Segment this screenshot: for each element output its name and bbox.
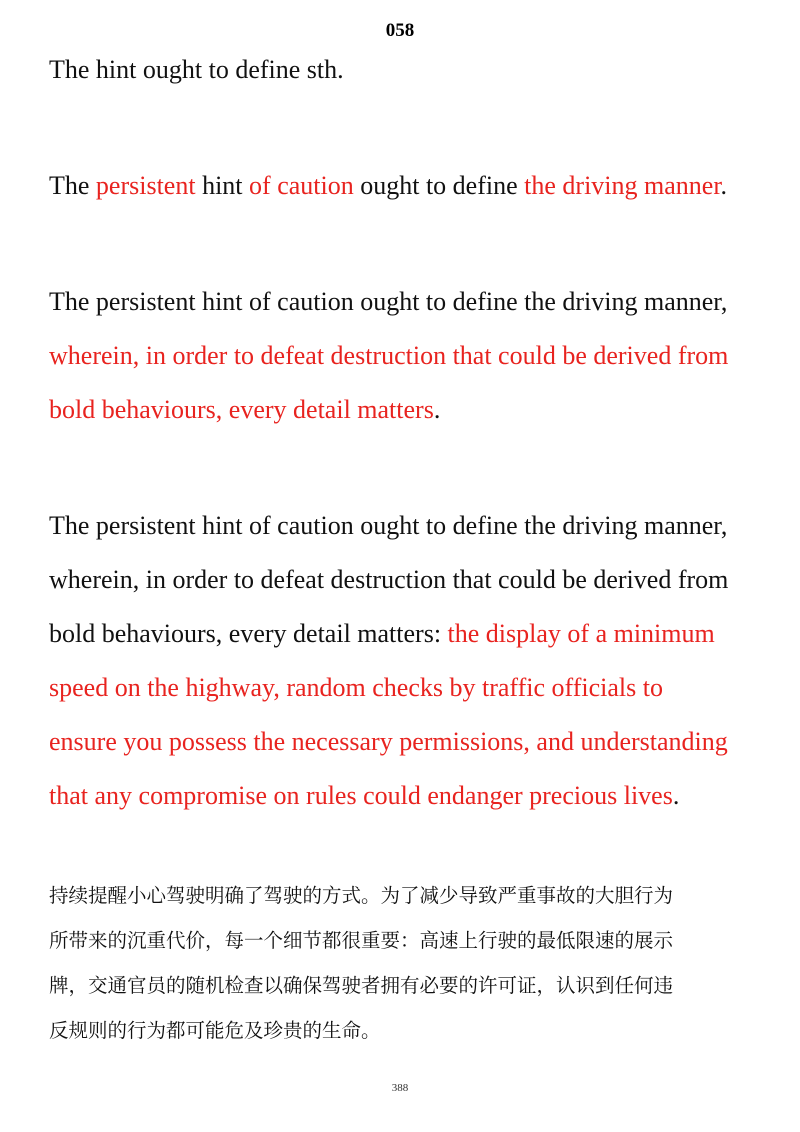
chinese-translation — [49, 873, 759, 1053]
page-number-bottom: 388 — [391, 1082, 409, 1094]
english-block-3 — [49, 275, 759, 437]
plain-text: wherein, in order to defeat destruction that could be derived from — [49, 565, 729, 594]
page-number-top: 058 — [385, 20, 415, 41]
plain-text: . — [433, 395, 441, 424]
text-line — [49, 553, 759, 607]
text-line — [49, 661, 759, 715]
text-line — [49, 329, 759, 383]
plain-text: The persistent hint of caution ought to define the driving manner, — [49, 287, 728, 316]
translation-line: 牌，交通官员的随机检查以确保驾驶者拥有必要的许可证，认识到任何违 — [49, 974, 674, 997]
text-line — [49, 499, 759, 553]
english-block-2 — [49, 159, 759, 213]
text-line — [49, 383, 759, 437]
plain-text: The persistent hint of caution ought to define the driving manner, — [49, 511, 728, 540]
highlighted-text: the display of a minimum — [447, 619, 715, 648]
highlighted-text: bold behaviours, every detail matters — [49, 395, 434, 424]
english-block-4 — [49, 499, 759, 823]
text-line — [49, 275, 759, 329]
highlighted-text: persistent — [95, 171, 196, 200]
text-line — [49, 769, 759, 823]
text-line — [49, 159, 759, 213]
highlighted-text: wherein, in order to defeat destruction that could be derived from — [49, 341, 729, 370]
plain-text: . — [720, 171, 728, 200]
translation-line: 所带来的沉重代价，每一个细节都很重要：高速上行驶的最低限速的展示 — [49, 929, 674, 952]
english-block-1 — [49, 43, 759, 97]
highlighted-text: that any compromise on rules could endanger precious lives — [49, 781, 673, 810]
highlighted-text: ensure you possess the necessary permissions, and understanding — [49, 727, 728, 756]
text-line — [49, 715, 759, 769]
plain-text: hint — [195, 171, 250, 200]
translation-line: 持续提醒小心驾驶明确了驾驶的方式。为了减少导致严重事故的大胆行为 — [49, 884, 674, 907]
plain-text: The — [49, 171, 96, 200]
plain-text: bold behaviours, every detail matters: — [49, 619, 448, 648]
text-line — [49, 43, 759, 97]
plain-text: . — [672, 781, 680, 810]
highlighted-text: of caution — [249, 171, 354, 200]
highlighted-text: the driving manner — [524, 171, 721, 200]
highlighted-text: speed on the highway, random checks by traffic officials to — [49, 673, 663, 702]
plain-text: ought to define — [353, 171, 525, 200]
text-line — [49, 607, 759, 661]
plain-text: The hint ought to define sth. — [49, 55, 344, 84]
translation-line: 反规则的行为都可能危及珍贵的生命。 — [49, 1019, 381, 1042]
